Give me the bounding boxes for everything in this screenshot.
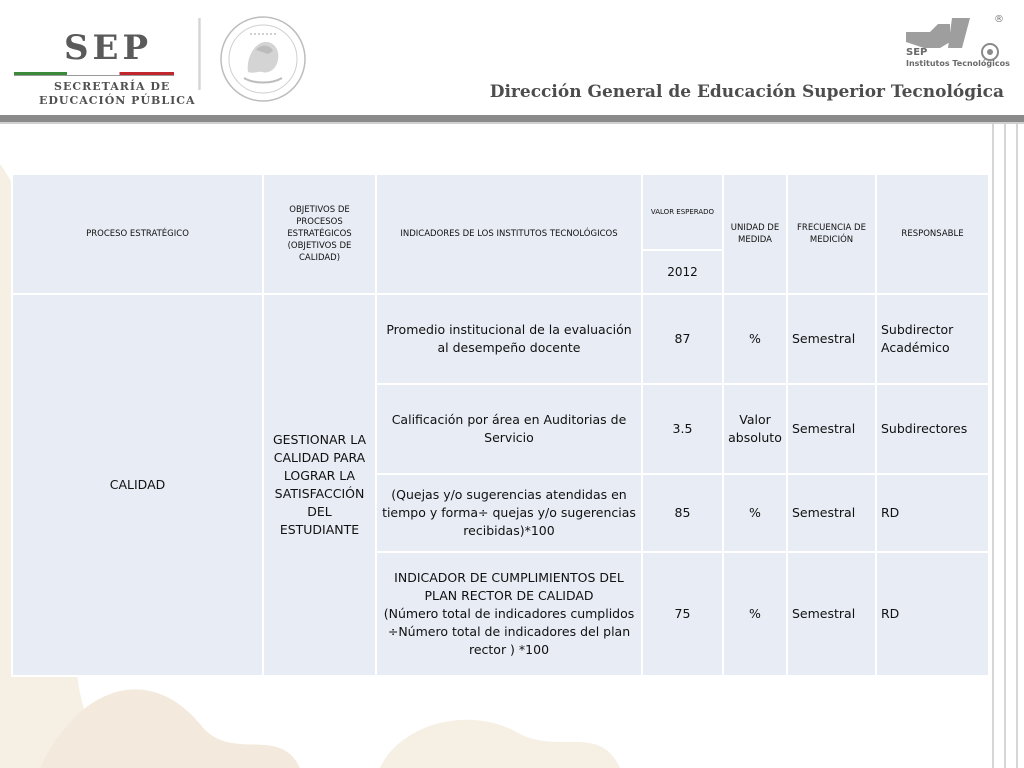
unidad-cell: % — [723, 474, 787, 552]
sep-logo-subtitle-2: EDUCACIÓN PÚBLICA — [39, 94, 196, 107]
header-rule-shadow — [0, 122, 1024, 124]
responsable-cell: Subdirectores — [876, 384, 989, 474]
unidad-cell: % — [723, 294, 787, 384]
frecuencia-cell: Semestral — [787, 552, 876, 676]
header-frecuencia: FRECUENCIA DE MEDICIÓN — [787, 174, 876, 294]
it-logo-sep-text: SEP — [906, 47, 928, 58]
responsable-cell: RD — [876, 474, 989, 552]
sep-logo-subtitle-1: SECRETARÍA DE — [54, 80, 171, 93]
sep-logo — [14, 28, 196, 108]
header-year: 2012 — [642, 250, 723, 294]
registered-mark: ® — [994, 14, 1004, 25]
page-title: Dirección General de Educación Superior Tecnológica — [489, 82, 1004, 102]
sep-logo-text: SEP — [64, 28, 153, 68]
valor-cell: 3.5 — [642, 384, 723, 474]
unidad-cell: Valor absoluto — [723, 384, 787, 474]
indicador-cell: (Quejas y/o sugerencias atendidas en tiempo y forma÷ quejas y/o sugerencias recibidas)*100 — [376, 474, 642, 552]
page-header — [0, 0, 1024, 118]
table-header-row — [12, 174, 989, 250]
header-objetivos: OBJETIVOS DE PROCESOS ESTRATÉGICOS (OBJETIVOS DE CALIDAD) — [263, 174, 376, 294]
indicators-table — [11, 173, 990, 677]
valor-cell: 85 — [642, 474, 723, 552]
indicador-cell — [376, 552, 642, 676]
table-row — [12, 294, 989, 384]
header-indicadores: INDICADORES DE LOS INSTITUTOS TECNOLÓGICOS — [376, 174, 642, 294]
objetivo-cell: GESTIONAR LA CALIDAD PARA LOGRAR LA SATISFACCIÓN DEL ESTUDIANTE — [263, 294, 376, 676]
header-divider — [198, 18, 201, 90]
header-responsable: RESPONSABLE — [876, 174, 989, 294]
frecuencia-cell: Semestral — [787, 384, 876, 474]
flag-underline — [14, 75, 174, 76]
header-valor-esperado: VALOR ESPERADO — [642, 174, 723, 250]
right-vertical-rules — [988, 124, 1024, 768]
header-proceso: PROCESO ESTRATÉGICO — [12, 174, 263, 294]
frecuencia-cell: Semestral — [787, 474, 876, 552]
indicador-cell: Calificación por área en Auditorias de Servicio — [376, 384, 642, 474]
indicador-formula: (Número total de indicadores cumplidos ÷Número total de indicadores del plan rector ) *100 — [383, 606, 635, 657]
unidad-cell: % — [723, 552, 787, 676]
escudo-nacional-seal-icon — [218, 14, 308, 104]
responsable-cell: RD — [876, 552, 989, 676]
it-logo-subtitle: Institutos Tecnológicos — [906, 59, 1010, 68]
responsable-cell: Subdirector Académico — [876, 294, 989, 384]
valor-cell: 75 — [642, 552, 723, 676]
header-rule — [0, 115, 1024, 122]
indicador-title: INDICADOR DE CUMPLIMIENTOS DEL PLAN RECTOR DE CALIDAD — [394, 570, 624, 603]
indicador-cell: Promedio institucional de la evaluación al desempeño docente — [376, 294, 642, 384]
header-unidad: UNIDAD DE MEDIDA — [723, 174, 787, 294]
proceso-cell: CALIDAD — [12, 294, 263, 676]
frecuencia-cell: Semestral — [787, 294, 876, 384]
valor-cell: 87 — [642, 294, 723, 384]
